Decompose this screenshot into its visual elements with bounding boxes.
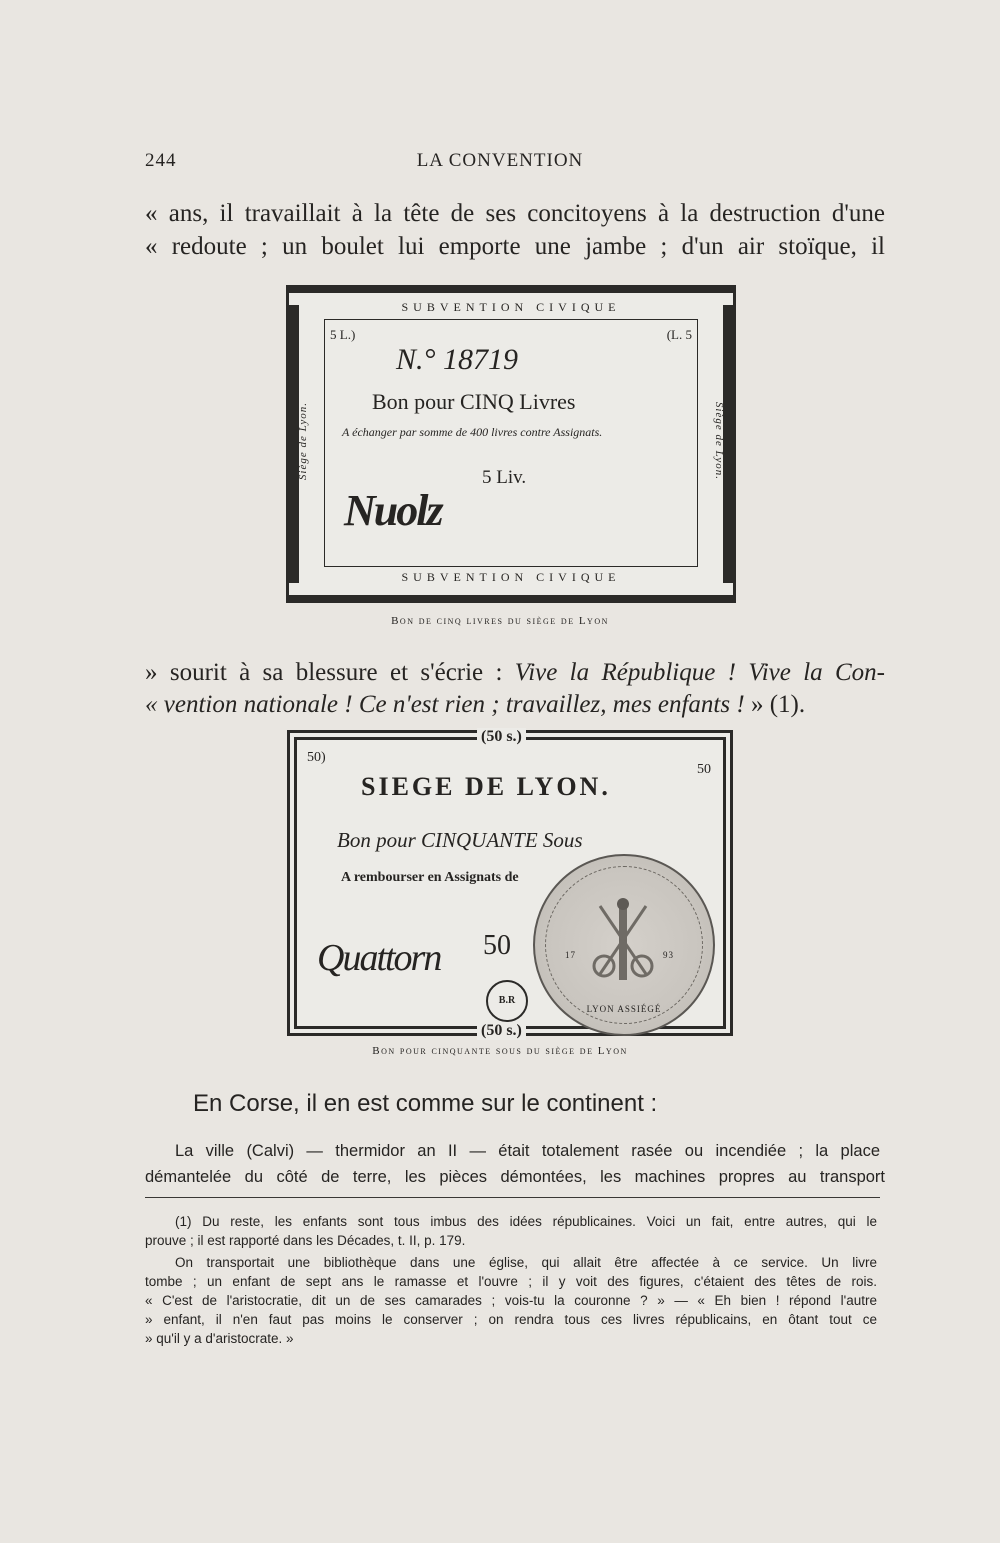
note-band-top: SUBVENTION CIVIQUE xyxy=(401,300,621,314)
text-line: « redoute ; un boulet lui emporte une jambe ; d'un air stoïque, il xyxy=(145,233,885,260)
note-signature: Quattorn xyxy=(317,937,441,979)
note-value-line: Bon pour CINQ Livres xyxy=(372,389,576,414)
note-corner-left: 5 L.) xyxy=(330,327,356,342)
seal-year-right: 93 xyxy=(663,950,674,960)
text-line xyxy=(145,688,885,721)
note-amount: 50 xyxy=(483,930,511,961)
note-corner-left: 50) xyxy=(307,750,326,765)
section-lead: En Corse, il en est comme sur le continent : xyxy=(193,1090,658,1117)
footnote-line: (1) Du reste, les enfants sont tous imbus des idées républicaines. Voici un fait, entre autres, qui le xyxy=(175,1214,877,1229)
note-title: SIEGE DE LYON. xyxy=(361,772,611,801)
note-corner-right: (L. 5 xyxy=(666,327,692,342)
note-side-right: Siège de Lyon. xyxy=(712,401,725,481)
text-italic: Vive la République ! Vive la Con- xyxy=(514,659,885,686)
footnote-line: » enfant, il n'en faut pas moins le conserver ; on rendra tous ces livres républicains, en ôtant tout ce xyxy=(145,1312,877,1327)
running-title: LA CONVENTION xyxy=(416,150,584,171)
footnote-line: » qu'il y a d'aristocrate. » xyxy=(145,1331,294,1346)
text-line: « ans, il travaillait à la tête de ses concitoyens à la destruction d'une xyxy=(145,200,885,227)
text-line xyxy=(145,656,885,689)
footnote-rule xyxy=(145,1197,880,1198)
footnote-line: tombe ; un enfant de sept ans le ramasse et l'ouvre ; il y voit des figures, c'étaient des têtes de rois. xyxy=(145,1274,877,1289)
note-redeem-line: A rembourser en Assignats de xyxy=(341,870,519,885)
footnote-line: prouve ; il est rapporté dans les Décades, t. II, p. 179. xyxy=(145,1233,466,1248)
note-side-left: Siège de Lyon. xyxy=(297,401,310,481)
text-plain: » (1). xyxy=(744,691,806,718)
note-band-bottom: SUBVENTION CIVIQUE xyxy=(401,570,621,584)
note-border-band xyxy=(286,285,736,293)
seal-label: LYON ASSIÉGÉ xyxy=(586,1004,662,1014)
note-serial-number: N.° 18719 xyxy=(396,343,519,376)
lyon-seal xyxy=(533,854,715,1036)
note-top-band: (50 s.) xyxy=(477,728,526,746)
text-line: démantelée du côté de terre, les pièces démontées, les machines propres au transport xyxy=(145,1168,885,1186)
note-corner-right: 50 xyxy=(697,762,711,777)
footnote-line: « C'est de l'aristocratie, dit un de ses camarades ; vois-tu la couronne ? » — « Eh bien ! répond l'autre xyxy=(145,1293,877,1308)
note-amount: 5 Liv. xyxy=(482,467,527,488)
page-number: 244 xyxy=(145,150,177,171)
note-exchange-line: A échanger par somme de 400 livres contre Assignats. xyxy=(342,425,603,439)
note-stamp: B.R xyxy=(486,980,528,1022)
note-signature: Nuolz xyxy=(344,486,442,535)
note-bottom-band: (50 s.) xyxy=(477,1022,526,1040)
text-plain: » sourit à sa blessure et s'écrie : xyxy=(145,659,515,686)
banknote-fifty-sous xyxy=(287,728,733,1039)
figure-caption-2: Bon pour cinquante sous du siège de Lyon xyxy=(372,1045,628,1057)
text-line: La ville (Calvi) — thermidor an II — était totalement rasée ou incendiée ; la place xyxy=(175,1142,880,1160)
figure-caption-1: Bon de cinq livres du siège de Lyon xyxy=(391,615,609,627)
seal-year-left: 17 xyxy=(565,950,576,960)
footnote-line: On transportait une bibliothèque dans une église, qui allait être affectée à ce service. Un livre xyxy=(175,1255,877,1270)
fasces-icon xyxy=(590,896,656,986)
banknote-five-livres xyxy=(286,285,736,603)
note-value-line: Bon pour CINQUANTE Sous xyxy=(337,828,583,852)
note-border-band xyxy=(286,595,736,603)
text-italic: « vention nationale ! Ce n'est rien ; travaillez, mes enfants ! xyxy=(145,691,745,718)
